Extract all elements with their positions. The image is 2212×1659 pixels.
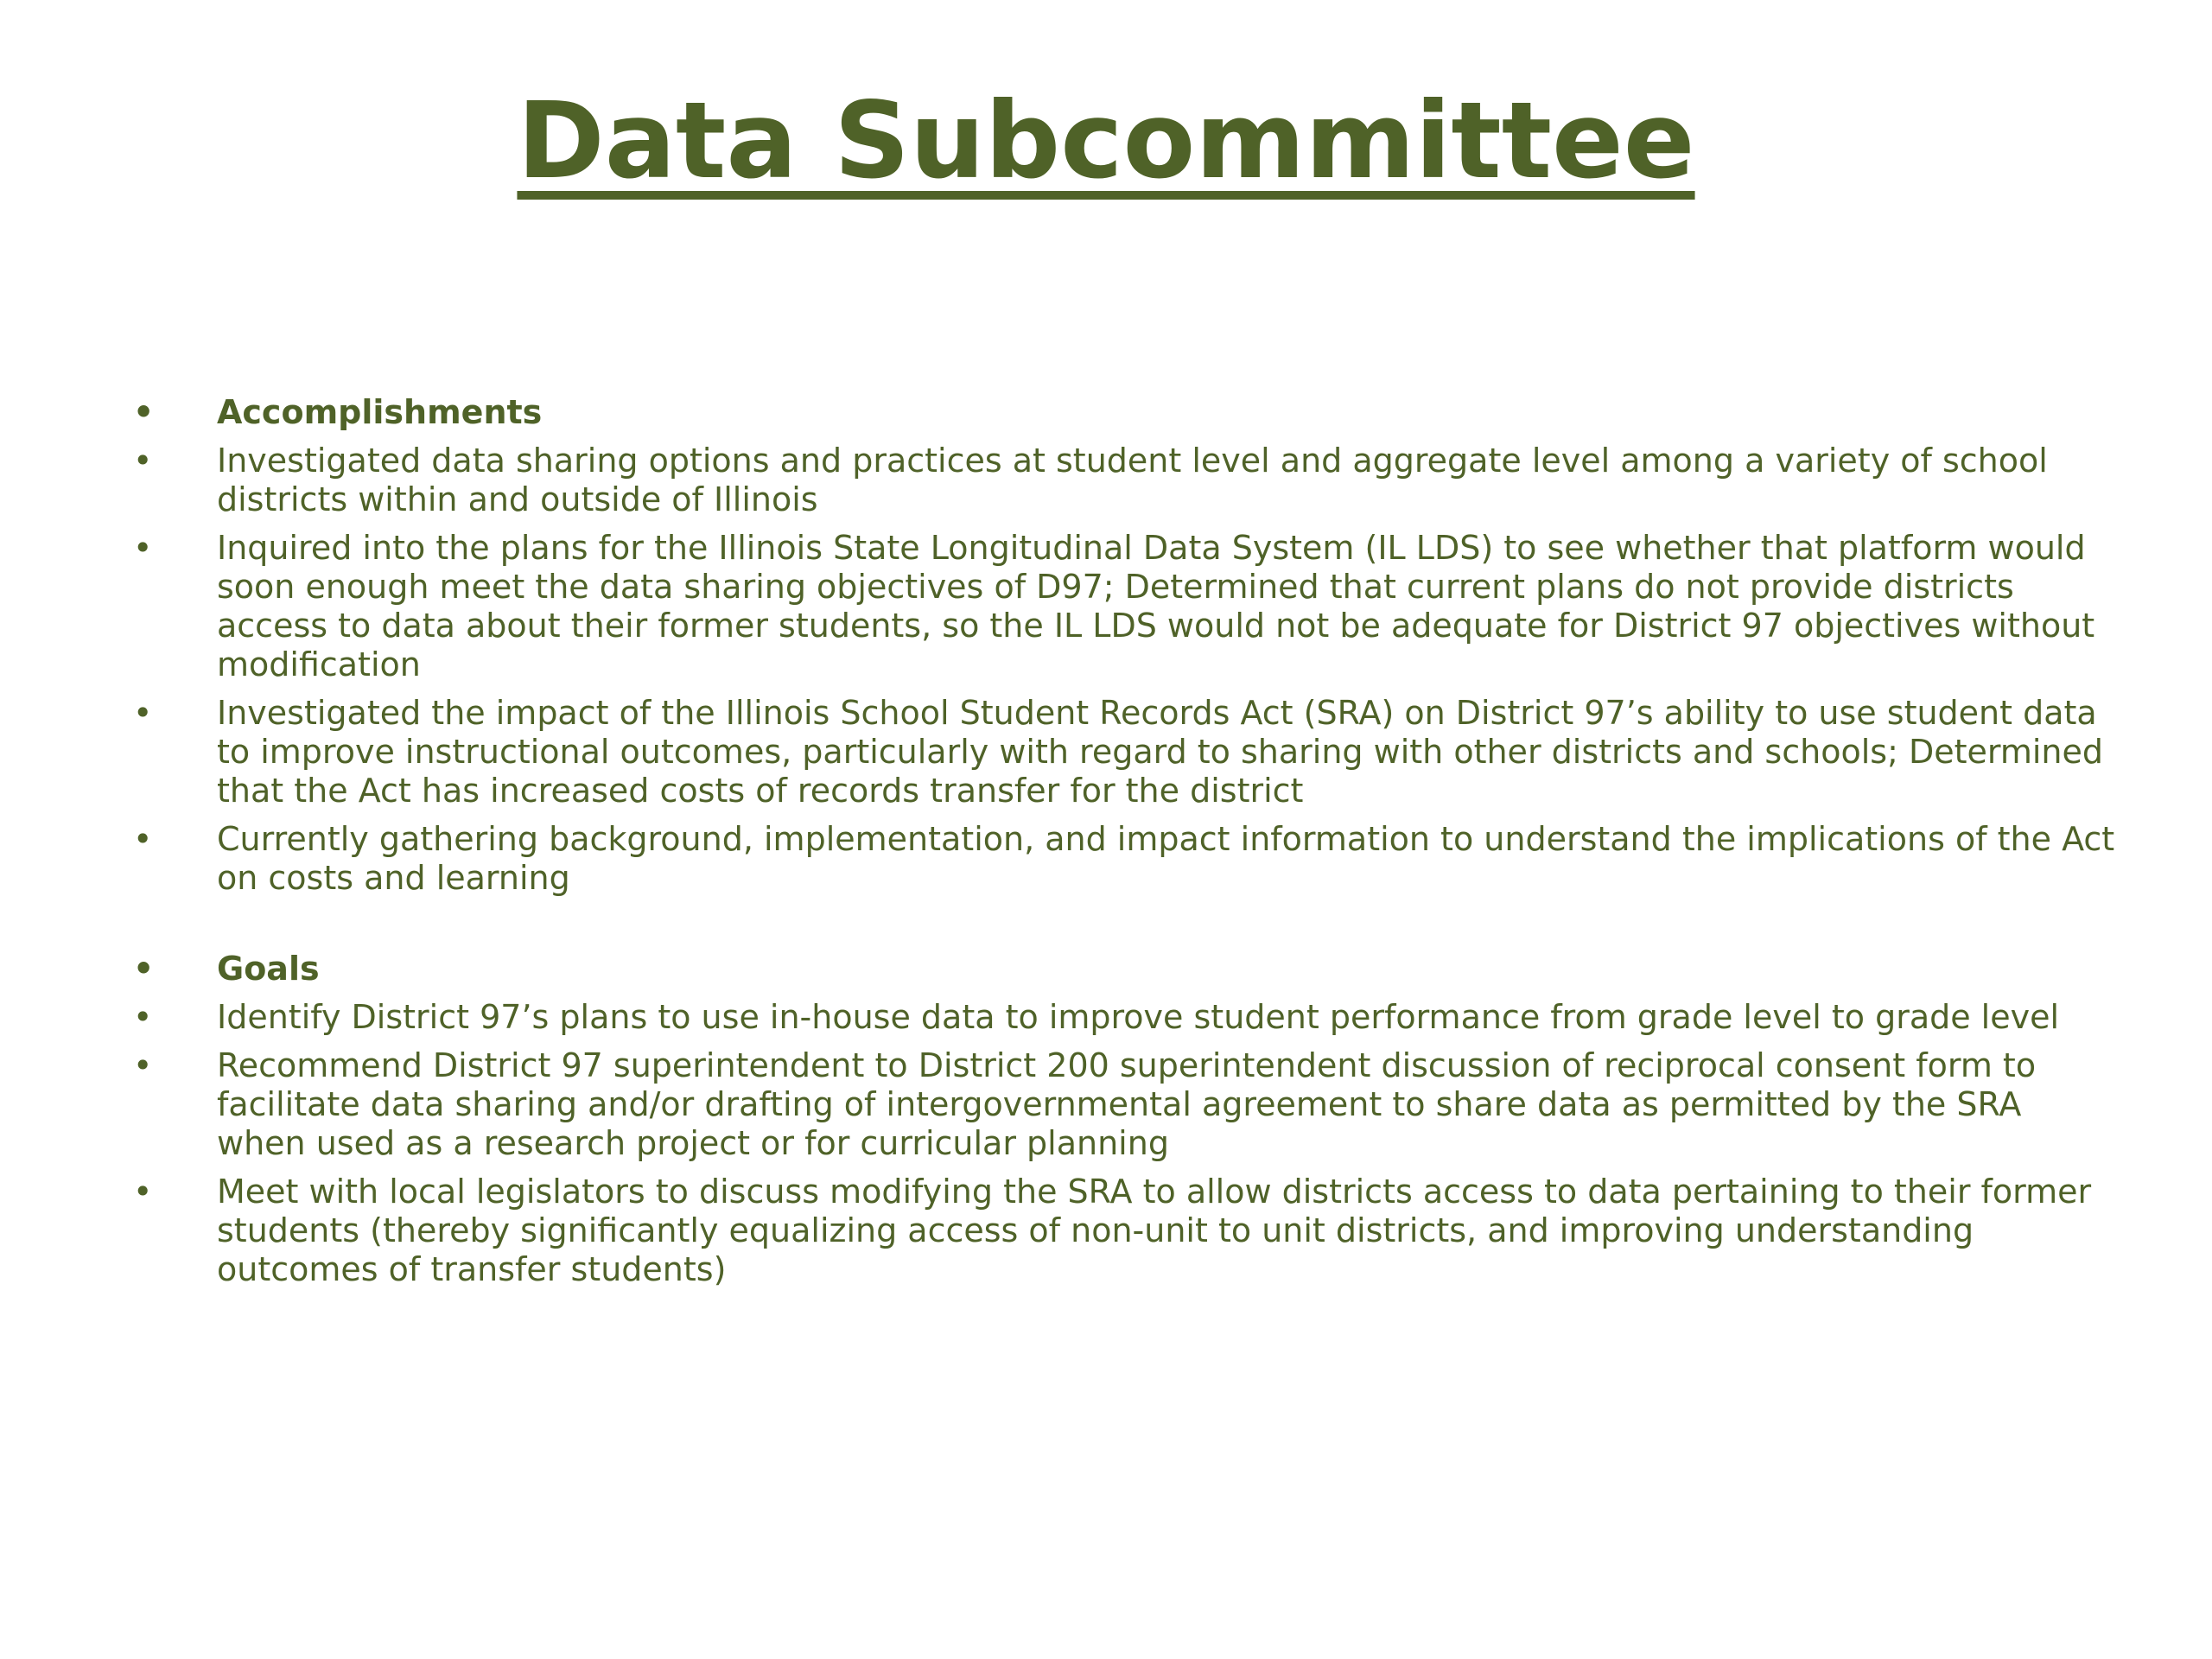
list-item <box>128 820 2115 898</box>
bullet-icon: • <box>133 442 153 480</box>
bullet-text: Investigated data sharing options and practices at student level and aggregate level among a variety of school districts within and outside of Illinois <box>217 442 2048 518</box>
bullet-text: Recommend District 97 superintendent to District 200 superintendent discussion of reciprocal consent form to facilitate data sharing and/or drafting of intergovernmental agreement to share data as permitted by the SRA when used as a research project or for curricular planning <box>217 1046 2037 1162</box>
bullet-icon: • <box>133 694 153 732</box>
list-item <box>128 1173 2115 1289</box>
bullet-icon: • <box>133 998 153 1036</box>
bullet-icon: • <box>133 820 153 858</box>
bullet-list <box>128 393 2115 1299</box>
bullet-text: Goals <box>217 950 320 988</box>
list-item <box>128 529 2115 684</box>
slide-title-text: Data Subcommittee <box>517 79 1695 202</box>
bullet-icon: • <box>133 1046 153 1084</box>
slide-title <box>0 67 2212 214</box>
bullet-text: Currently gathering background, implementation, and impact information to understand the implications of the Act on costs and learning <box>217 820 2115 897</box>
list-item <box>128 998 2115 1037</box>
bullet-text: Accomplishments <box>217 393 543 431</box>
bullet-icon: • <box>133 529 153 567</box>
list-item <box>128 1046 2115 1163</box>
section-heading-goals <box>128 950 2115 988</box>
bullet-text: Investigated the impact of the Illinois School Student Records Act (SRA) on District 97’s ability to use student data to improve instructional outcomes, particularly with regard to sharing with other districts and schools; Determined that the Act has increased costs of records transfer for the district <box>217 694 2103 810</box>
bullet-icon: • <box>133 950 155 988</box>
list-item <box>128 694 2115 810</box>
bullet-icon: • <box>133 393 155 431</box>
section-heading-accomplishments <box>128 393 2115 432</box>
bullet-text: Inquired into the plans for the Illinois State Longitudinal Data System (IL LDS) to see whether that platform would soon enough meet the data sharing objectives of D97; Determined that current plans do not provide districts access to data about their former students, so the IL LDS would not be adequate for District 97 objectives without modification <box>217 529 2095 683</box>
list-item <box>128 442 2115 519</box>
bullet-text: Meet with local legislators to discuss modifying the SRA to allow districts access to data pertaining to their former students (thereby significantly equalizing access of non-unit to unit districts, and improving understanding outcomes of transfer students) <box>217 1173 2092 1288</box>
bullet-icon: • <box>133 1173 153 1211</box>
bullet-text: Identify District 97’s plans to use in-house data to improve student performance from grade level to grade level <box>217 998 2060 1036</box>
